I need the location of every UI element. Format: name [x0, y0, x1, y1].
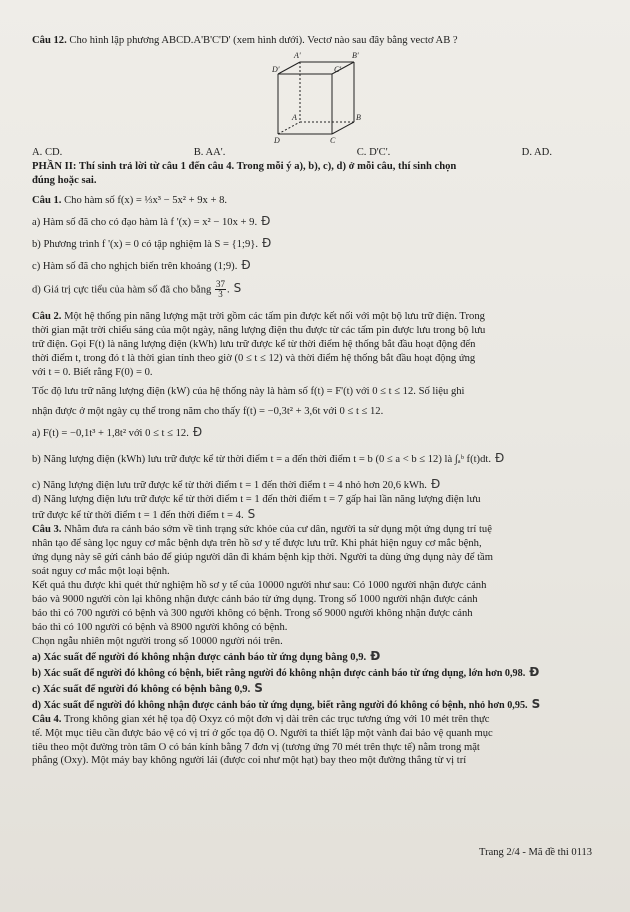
q12-option-b: B. AA'.: [193, 146, 226, 158]
c1-d: d) Giá trị cực tiểu của hàm số đã cho bằng $\frac{37}{3}$ . S: [32, 279, 242, 300]
c2-d: d) Năng lượng điện lưu trữ được kể từ thời điểm t = 1 đến thời điểm t = 7 gấp hai lần năng lượng điện lưu: [32, 494, 481, 506]
c3-d: d) Xác suất để người đó không nhận được cảnh báo từ ứng dụng, biết rằng người đó không có bệnh, nhỏ hơn 0,95. S: [32, 696, 541, 711]
c1-intro: Câu 1. Cho hàm số f(x) = ⅓x³ − 5x² + 9x + 8.: [32, 194, 228, 206]
cube-figure: [272, 48, 362, 144]
c2-line: nhận được ở một ngày cụ thể trong năm cho thấy f(t) = −0,3t² + 3,6t với 0 ≤ t ≤ 12.: [32, 406, 384, 418]
c4-line: phẳng (Oxy). Một máy bay không người lái (được coi như một hạt) bay theo một đường thẳng từ vị trí: [32, 755, 467, 767]
c2-line: với t = 0. Biết rằng F(0) = 0.: [32, 366, 153, 378]
c3-line: Chọn ngẫu nhiên một người trong số 10000 người nói trên.: [32, 636, 283, 647]
c3-b: b) Xác suất để người đó không có bệnh, biết rằng người đó không nhận được cảnh báo từ ứng dụng, lớn hơn 0,98. Đ: [32, 664, 540, 679]
cube-label: B': [352, 51, 359, 60]
c2-d: trữ được kể từ thời điểm t = 1 đến thời điểm t = 4. S: [32, 507, 256, 522]
c2-a: a) F(t) = −0,1t³ + 1,8t² với 0 ≤ t ≤ 12. Đ: [32, 425, 203, 440]
c3-line: Kết quả thu được khi quét thử nghiệm hồ sơ y tế của 10000 người như sau: Có 1000 người nhận được cảnh: [32, 580, 487, 592]
c1-c: c) Hàm số đã cho nghịch biến trên khoảng (1;9). Đ: [32, 257, 251, 272]
q12-options: [32, 146, 612, 160]
c2-b: b) Năng lượng điện (kWh) lưu trữ được kể từ thời điểm t = a đến thời điểm t = b (0 ≤ a < b ≤ 12) là ∫ₐᵇ f(t)dt. Đ: [32, 451, 505, 466]
c2-line: Tốc độ lưu trữ năng lượng điện (kW) của hệ thống này là hàm số f(t) = F'(t) với 0 ≤ t ≤ 12. Số liệu ghi: [32, 386, 465, 398]
q12-option-d: D. AD.: [521, 146, 552, 158]
c3-line: báo và 9000 người còn lại không nhận được cảnh báo từ ứng dụng. Trong số 1000 người nhận được cảnh: [32, 594, 478, 606]
c1-b: b) Phương trình f '(x) = 0 có tập nghiệm là S = {1;9}. Đ: [32, 235, 272, 250]
c3-line: báo thì có 100 người có bệnh và 8900 người không có bệnh.: [32, 622, 288, 634]
c3-line: Câu 3. Nhằm đưa ra cảnh báo sớm về tình trạng sức khỏe của cư dân, người ta sử dụng một ứng dụng trí tuệ: [32, 524, 492, 536]
cube-label: C: [330, 136, 336, 144]
q12-option-a: A. CD.: [32, 146, 63, 158]
c2-line: Câu 2. Một hệ thống pin năng lượng mặt trời gồm các tấm pin được kết nối với một bộ lưu trữ điện. Trong: [32, 310, 485, 322]
c3-c: c) Xác suất để người đó không có bệnh bằng 0,9. S: [32, 680, 263, 695]
c3-line: báo thì có 700 người có bệnh và 300 người không có bệnh. Trong số 9000 người không nhận được cảnh: [32, 608, 473, 620]
c2-c: c) Năng lượng điện lưu trữ được kể từ thời điểm t = 1 đến thời điểm t = 4 nhỏ hơn 20,6 kWh. Đ: [32, 477, 441, 492]
c2-line: trữ điện. Gọi F(t) là năng lượng điện (kWh) lưu trữ được kể từ thời điểm hệ thống bắt đầu hoạt động đến: [32, 338, 476, 350]
c2-line: thời điểm t, trong đó t là thời gian tính theo giờ (0 ≤ t ≤ 12) và thời điểm hệ thống bắt đầu hoạt động ứng: [32, 352, 476, 364]
c4-line: Câu 4. Trong không gian xét hệ tọa độ Oxyz có một đơn vị dài trên các trục tương ứng với 10 mét trên thực: [32, 713, 490, 725]
part2-heading: PHẦN II: Thí sinh trả lời từ câu 1 đến câu 4. Trong mỗi ý a), b), c), d) ở mỗi câu, thí sinh chọn đúng hoặc sai.: [32, 160, 457, 186]
page-footer: Trang 2/4 - Mã đề thi 0113: [479, 847, 592, 859]
cube-label: D': [272, 65, 280, 74]
c3-line: nhân tạo để sàng lọc nguy cơ mắc bệnh dựa trên hồ sơ y tế được lưu trữ. Khi phát hiện nguy cơ mắc bệnh,: [32, 538, 482, 550]
cube-label: C': [334, 65, 342, 74]
c3-a: a) Xác suất để người đó không nhận được cảnh báo từ ứng dụng bằng 0,9. Đ: [32, 648, 381, 663]
q12-text: Câu 12. Cho hình lập phương ABCD.A'B'C'D' (xem hình dưới). Vectơ nào sau đây bằng vectơ AB ?: [32, 35, 458, 46]
c4-line: tiêu theo một đường tròn tâm O có bán kính bằng 7 đơn vị (tương ứng 70 mét trên thực tế) nằm trong mặt: [32, 741, 480, 753]
c3-line: ứng dụng này sẽ gửi cảnh báo để giúp người dân đi khám bệnh kịp thời. Người ta dùng ứng dụng này để tầm: [32, 552, 493, 564]
c4-line: tế. Một mục tiêu cần được bảo vệ có vị trí ở gốc tọa độ O. Người ta thiết lập một vành đai bảo vệ quanh mục: [32, 727, 493, 739]
c1-a: a) Hàm số đã cho có đạo hàm là f '(x) = x² − 10x + 9. Đ: [32, 213, 271, 228]
c3-line: soát nguy cơ mắc một loại bệnh.: [32, 566, 170, 578]
c2-line: thời gian mặt trời chiếu sáng của một ngày, năng lượng điện thu được từ các tấm pin được lưu trong bộ lưu: [32, 324, 486, 336]
q12-option-c: C. D'C'.: [356, 146, 391, 158]
cube-label: A: [292, 113, 297, 122]
cube-label: D: [274, 136, 280, 144]
cube-label: B: [356, 113, 361, 122]
fraction: $\frac{37}{3}$: [215, 279, 225, 300]
cube-label: A': [294, 51, 301, 60]
